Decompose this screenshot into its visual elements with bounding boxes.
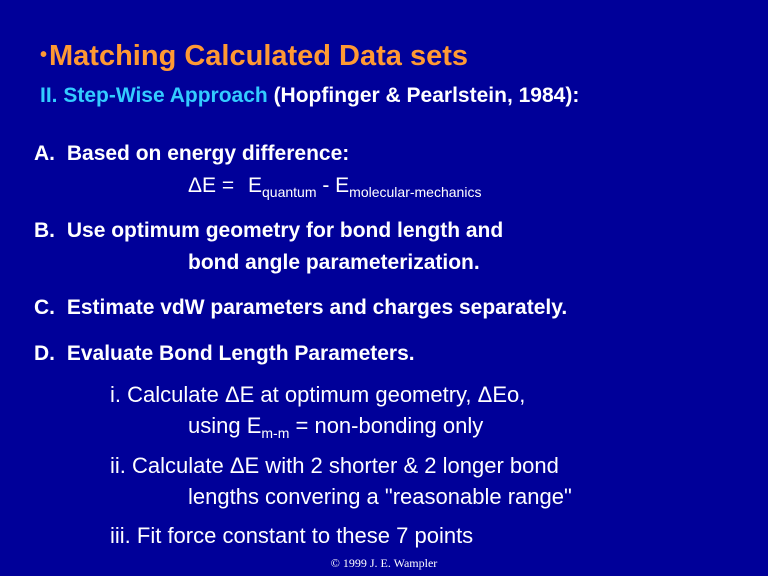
energy-equation — [188, 174, 481, 200]
item-b-line2: bond angle parameterization. — [188, 251, 480, 274]
bullet-icon: • — [40, 44, 48, 66]
equation-e-quantum: $E_{quantum}$ — [247, 174, 317, 200]
item-c-label: C. — [34, 296, 55, 319]
slide-subtitle — [40, 84, 579, 108]
item-a — [34, 142, 349, 166]
item-b-label: B. — [34, 219, 55, 242]
item-d-text: Evaluate Bond Length Parameters. — [66, 342, 415, 365]
item-a-text: Based on energy difference: — [66, 142, 350, 165]
item-d — [34, 342, 415, 366]
equation-e-mm: $E_{molecular-mechanics}$ — [335, 174, 482, 200]
copyright-footer: © 1999 J. E. Wampler — [330, 556, 438, 570]
item-d-label: D. — [34, 342, 55, 365]
equation-lhs: ΔE = — [188, 174, 235, 197]
subtitle-citation: (Hopfinger & Pearlstein, 1984): — [267, 84, 580, 107]
slide-title — [40, 40, 468, 73]
sub-item-iii-line1: iii. Fit force constant to these 7 points — [110, 523, 474, 548]
item-a-label: A. — [34, 142, 55, 165]
item-c — [34, 296, 567, 320]
sub-item-i-line1: i. Calculate ΔE at optimum geometry, ΔEo, — [110, 382, 526, 407]
subtitle-highlight: II. Step-Wise Approach — [40, 84, 268, 107]
sub-item-i-line2: using $E_{m-m}$ = non-bonding only — [188, 413, 484, 441]
equation-minus: - — [316, 174, 336, 197]
item-b — [34, 219, 503, 243]
item-b-line1: Use optimum geometry for bond length and — [66, 219, 504, 242]
sub-item-ii-line2: lengths convering a "reasonable range" — [188, 484, 572, 509]
item-c-text: Estimate vdW parameters and charges separately. — [66, 296, 568, 319]
sub-item-ii-line1: ii. Calculate ΔE with 2 shorter & 2 longer bond — [110, 453, 559, 478]
slide-title-text: Matching Calculated Data sets — [49, 40, 469, 72]
